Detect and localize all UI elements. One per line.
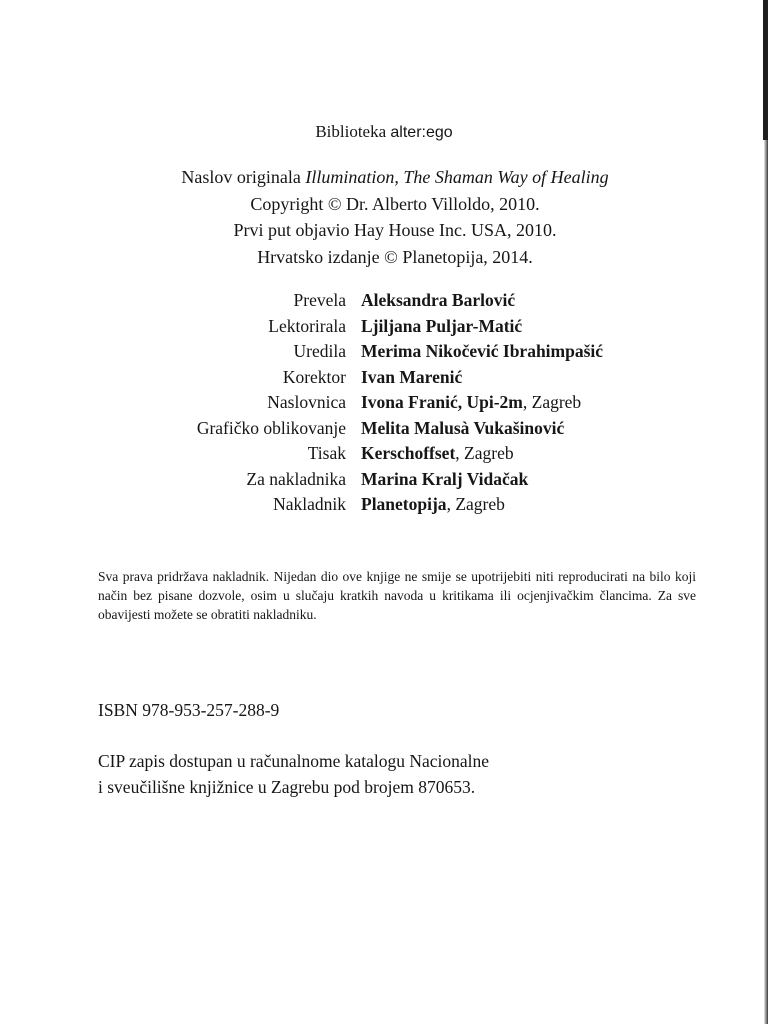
credit-row [0,467,768,493]
credit-person: Ivan Marenić [361,366,463,387]
credits-list [0,288,768,518]
credit-row [0,416,768,442]
credit-role: Uredila [293,341,346,361]
credit-name [361,365,462,391]
original-title: Illumination, The Shaman Way of Healing [305,167,609,187]
credit-name [361,314,522,340]
credit-name [361,441,514,467]
series-prefix: Biblioteka [315,122,387,141]
credit-row [0,390,768,416]
croatian-edition-line: Hrvatsko izdanje © Planetopija, 2014. [257,246,533,267]
series-line [0,122,768,142]
credit-role: Lektorirala [268,315,346,336]
credit-row [0,288,768,314]
page-edge-dark [763,0,768,140]
credit-role: Grafičko oblikovanje [196,417,346,438]
credit-suffix: , Zagreb [522,392,582,412]
credit-name [361,416,564,442]
original-edition-info [0,164,768,270]
credit-row [0,314,768,340]
credit-suffix: , Zagreb [446,494,505,514]
credit-person: Aleksandra Barlović [361,290,516,310]
credit-role: Tisak [307,443,346,463]
credit-person: Ljiljana Puljar-Matić [361,315,523,336]
series-name: alter:ego [390,124,453,141]
credit-row [0,365,768,391]
credit-name [361,467,528,493]
cip-line-1: CIP zapis dostupan u računalnome katalogu Nacionalne [98,751,490,771]
credit-name [361,339,603,365]
credit-person: Melita Malusà Vukašinović [361,417,565,438]
isbn-line: ISBN 978-953-257-288-9 [98,700,280,720]
credit-person: Marina Kralj Vidačak [361,468,529,489]
credit-person: Planetopija [361,494,447,514]
rights-notice: Sva prava pridržava nakladnik. Nijedan dio ove knjige ne smije se upotrijebiti niti reproducirati na bilo koji način bez pisane dozvole, osim u slučaju kratkih navoda u kritikama ili ocjenjivačkim člancima. Za sve obavijesti možete se obratiti nakladniku. [98,569,696,623]
credit-row [0,441,768,467]
credit-person: Kerschoffset [361,443,456,463]
cip-record [98,748,658,800]
credit-name [361,492,505,518]
copyright-line: Copyright © Dr. Alberto Villoldo, 2010. [250,193,540,214]
credit-person: Merima Nikočević Ibrahimpašić [361,341,604,361]
original-title-line [0,164,768,191]
first-published-line: Prvi put objavio Hay House Inc. USA, 2010. [233,220,557,240]
original-title-prefix: Naslov originala [181,167,301,187]
cip-line-2: i sveučilišne knjižnice u Zagrebu pod brojem 870653. [98,777,476,797]
credit-role: Prevela [293,290,346,310]
credit-row [0,492,768,518]
credit-role: Korektor [282,366,346,387]
credit-person: Ivona Franić, Upi-2m [361,392,523,412]
credit-role: Naslovnica [267,392,346,412]
credit-suffix: , Zagreb [455,443,514,463]
credit-row [0,339,768,365]
credit-role: Za nakladnika [246,468,346,489]
credit-name [361,390,581,416]
credit-name [361,288,515,314]
credit-role: Nakladnik [273,494,346,514]
